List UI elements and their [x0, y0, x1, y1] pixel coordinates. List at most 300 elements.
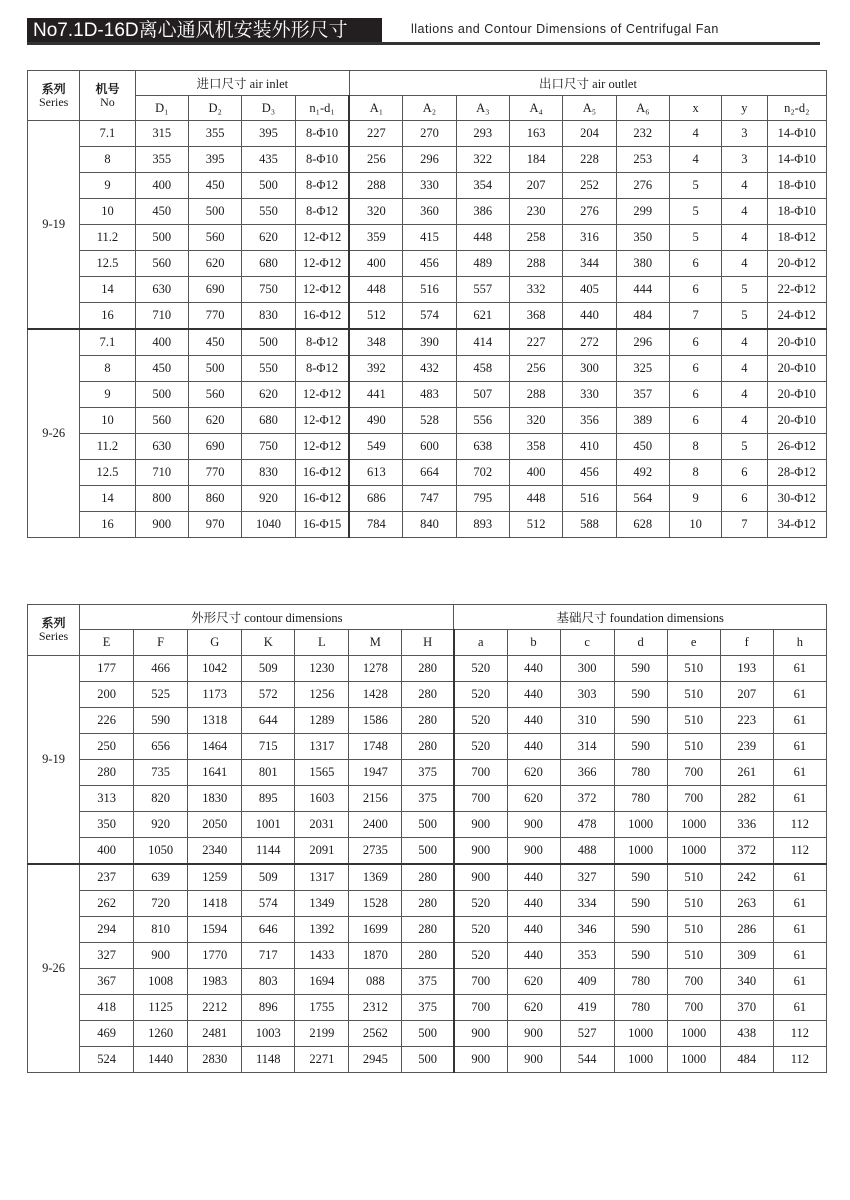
table-cell: 750: [242, 434, 295, 460]
table-cell: 16-Φ12: [295, 460, 349, 486]
table-cell: 520: [454, 734, 507, 760]
column-header: y: [722, 96, 767, 121]
table-cell: 280: [402, 917, 454, 943]
table-cell: 2400: [349, 812, 402, 838]
no-header-cn: 机号: [95, 81, 120, 96]
table-cell: 700: [667, 969, 720, 995]
table-cell: 780: [614, 969, 667, 995]
column-header: F: [134, 630, 188, 656]
table-cell: 1392: [295, 917, 349, 943]
table-cell: 293: [456, 121, 509, 147]
table-cell: 1259: [188, 864, 242, 891]
table-cell: 6: [669, 277, 721, 303]
table-cell: 702: [456, 460, 509, 486]
table-cell: 512: [349, 303, 402, 330]
table-cell: 1433: [295, 943, 349, 969]
fan-number-cell: 7.1: [80, 329, 135, 356]
table-cell: 4: [669, 147, 721, 173]
table-cell: 478: [560, 812, 614, 838]
table-cell: 820: [134, 786, 188, 812]
table-cell: 441: [349, 382, 402, 408]
column-header: A₂: [403, 96, 456, 121]
table-cell: 510: [667, 682, 720, 708]
table-cell: 320: [349, 199, 402, 225]
fan-number-cell: 14: [80, 486, 135, 512]
column-header: h: [773, 630, 826, 656]
table-cell: 1983: [188, 969, 242, 995]
table-row: [28, 121, 827, 147]
table-cell: 780: [614, 760, 667, 786]
table-cell: 510: [667, 708, 720, 734]
table-cell: 1144: [242, 838, 295, 865]
table-cell: 1870: [349, 943, 402, 969]
column-header: L: [295, 630, 349, 656]
table-cell: 353: [560, 943, 614, 969]
table-cell: 1278: [349, 656, 402, 682]
table-cell: 359: [349, 225, 402, 251]
table-cell: 358: [509, 434, 562, 460]
table-cell: 336: [720, 812, 773, 838]
table-cell: 409: [560, 969, 614, 995]
table-row: [28, 147, 827, 173]
table-cell: 12-Φ12: [295, 408, 349, 434]
table-cell: 34-Φ12: [767, 512, 826, 538]
table-cell: 1042: [188, 656, 242, 682]
table-cell: 750: [242, 277, 295, 303]
table-cell: 770: [188, 460, 241, 486]
table-cell: 61: [773, 734, 826, 760]
table-cell: 10: [669, 512, 721, 538]
fan-number-cell: 11.2: [80, 225, 135, 251]
table-cell: 18-Φ10: [767, 199, 826, 225]
table-cell: 61: [773, 708, 826, 734]
column-header: E: [80, 630, 134, 656]
column-header: A₄: [509, 96, 562, 121]
table-cell: 810: [134, 917, 188, 943]
table-cell: 4: [722, 251, 767, 277]
table-cell: 4: [722, 382, 767, 408]
table-cell: 12-Φ12: [295, 434, 349, 460]
table-cell: 895: [242, 786, 295, 812]
table-cell: 276: [616, 173, 669, 199]
table-cell: 1000: [667, 1047, 720, 1073]
table-cell: 372: [560, 786, 614, 812]
table-cell: 560: [188, 225, 241, 251]
table-cell: 520: [454, 943, 507, 969]
table-cell: 418: [80, 995, 134, 1021]
table-cell: 500: [242, 173, 295, 199]
table-cell: 500: [242, 329, 295, 356]
table-cell: 405: [563, 277, 616, 303]
table-cell: 207: [509, 173, 562, 199]
table-cell: 620: [188, 251, 241, 277]
table-cell: 9: [669, 486, 721, 512]
table-cell: 435: [242, 147, 295, 173]
table-row: [28, 356, 827, 382]
table-cell: 354: [456, 173, 509, 199]
table-cell: 232: [616, 121, 669, 147]
table-cell: 2212: [188, 995, 242, 1021]
table-cell: 500: [402, 838, 454, 865]
table-cell: 8-Φ10: [295, 147, 349, 173]
page-title: No7.1D-16D离心通风机安装外形尺寸: [27, 18, 382, 44]
series-header-cn: 系列: [41, 616, 66, 630]
table-cell: 22-Φ12: [767, 277, 826, 303]
table-cell: 6: [722, 460, 767, 486]
table-cell: 390: [403, 329, 456, 356]
table-cell: 600: [403, 434, 456, 460]
table-cell: 20-Φ10: [767, 356, 826, 382]
table-cell: 830: [242, 303, 295, 330]
table-cell: 380: [616, 251, 669, 277]
table-cell: 280: [402, 656, 454, 682]
table-cell: 638: [456, 434, 509, 460]
table-cell: 1528: [349, 891, 402, 917]
table-cell: 525: [134, 682, 188, 708]
table-cell: 1000: [614, 1021, 667, 1047]
table-cell: 12-Φ12: [295, 251, 349, 277]
table-cell: 1289: [295, 708, 349, 734]
table-cell: 61: [773, 682, 826, 708]
table-cell: 350: [616, 225, 669, 251]
table-cell: 253: [616, 147, 669, 173]
table-cell: 2735: [349, 838, 402, 865]
table-cell: 258: [509, 225, 562, 251]
table-cell: 30-Φ12: [767, 486, 826, 512]
table-cell: 8: [669, 460, 721, 486]
table-cell: 263: [720, 891, 773, 917]
table-cell: 375: [402, 995, 454, 1021]
inlet-group-header: 进口尺寸 air inlet: [135, 71, 349, 96]
table-cell: 8-Φ12: [295, 199, 349, 225]
table-cell: 1317: [295, 734, 349, 760]
table-cell: 20-Φ10: [767, 408, 826, 434]
inlet-outlet-table: [27, 70, 827, 538]
table-cell: 316: [563, 225, 616, 251]
table-cell: 800: [135, 486, 188, 512]
table-cell: 256: [349, 147, 402, 173]
table-cell: 590: [614, 943, 667, 969]
table-cell: 440: [507, 891, 560, 917]
table-cell: 500: [402, 1047, 454, 1073]
table-row: [28, 225, 827, 251]
table-cell: 574: [242, 891, 295, 917]
table-cell: 366: [560, 760, 614, 786]
table-cell: 288: [509, 251, 562, 277]
table-cell: 1428: [349, 682, 402, 708]
table-cell: 520: [454, 708, 507, 734]
table-cell: 395: [242, 121, 295, 147]
table-cell: 900: [454, 1047, 507, 1073]
table-cell: 747: [403, 486, 456, 512]
table-cell: 590: [614, 734, 667, 760]
table-cell: 717: [242, 943, 295, 969]
table-cell: 1173: [188, 682, 242, 708]
table-cell: 432: [403, 356, 456, 382]
table-cell: 207: [720, 682, 773, 708]
column-header: n₁-d₁: [295, 96, 349, 121]
table-cell: 261: [720, 760, 773, 786]
table-cell: 389: [616, 408, 669, 434]
table-cell: 440: [507, 943, 560, 969]
contour-group-header: 外形尺寸 contour dimensions: [80, 605, 454, 630]
table-cell: 272: [563, 329, 616, 356]
column-header: f: [720, 630, 773, 656]
table-cell: 630: [135, 434, 188, 460]
table-cell: 1001: [242, 812, 295, 838]
fan-number-cell: 10: [80, 408, 135, 434]
table-cell: 560: [135, 251, 188, 277]
table-cell: 282: [720, 786, 773, 812]
table-cell: 896: [242, 995, 295, 1021]
table-cell: 392: [349, 356, 402, 382]
table-cell: 456: [563, 460, 616, 486]
table-cell: 450: [135, 199, 188, 225]
table-cell: 484: [720, 1047, 773, 1073]
table-cell: 334: [560, 891, 614, 917]
fan-number-cell: 16: [80, 303, 135, 330]
table-cell: 646: [242, 917, 295, 943]
table-cell: 620: [188, 408, 241, 434]
table-cell: 560: [135, 408, 188, 434]
column-header: A₆: [616, 96, 669, 121]
table-row: [28, 917, 827, 943]
table-cell: 3: [722, 121, 767, 147]
column-header: G: [188, 630, 242, 656]
column-header: D₃: [242, 96, 295, 121]
table-cell: 590: [614, 891, 667, 917]
fan-number-cell: 16: [80, 512, 135, 538]
table-cell: 2945: [349, 1047, 402, 1073]
table-cell: 2481: [188, 1021, 242, 1047]
table-row: [28, 277, 827, 303]
table-cell: 163: [509, 121, 562, 147]
column-header: D₁: [135, 96, 188, 121]
table-cell: 61: [773, 969, 826, 995]
table-cell: 920: [242, 486, 295, 512]
table-cell: 516: [563, 486, 616, 512]
table-cell: 1748: [349, 734, 402, 760]
table-cell: 8: [669, 434, 721, 460]
table-cell: 2271: [295, 1047, 349, 1073]
table-cell: 1260: [134, 1021, 188, 1047]
table-cell: 414: [456, 329, 509, 356]
table-cell: 700: [454, 786, 507, 812]
table-cell: 900: [454, 812, 507, 838]
table-cell: 613: [349, 460, 402, 486]
table-cell: 112: [773, 812, 826, 838]
table-cell: 639: [134, 864, 188, 891]
table-cell: 510: [667, 734, 720, 760]
table-cell: 440: [507, 864, 560, 891]
column-header: x: [669, 96, 721, 121]
table-cell: 4: [722, 199, 767, 225]
fan-number-cell: 14: [80, 277, 135, 303]
table-cell: 1000: [614, 838, 667, 865]
table-cell: 375: [402, 969, 454, 995]
table-cell: 590: [614, 708, 667, 734]
table-cell: 320: [509, 408, 562, 434]
table-cell: 830: [242, 460, 295, 486]
table-cell: 700: [667, 786, 720, 812]
table-row: [28, 682, 827, 708]
table-cell: 527: [560, 1021, 614, 1047]
table-cell: 590: [614, 864, 667, 891]
fan-number-cell: 8: [80, 147, 135, 173]
series-header-en: Series: [38, 629, 69, 643]
table-row: [28, 1047, 827, 1073]
table-cell: 410: [563, 434, 616, 460]
table-cell: 18-Φ12: [767, 225, 826, 251]
table-cell: 784: [349, 512, 402, 538]
table-cell: 1125: [134, 995, 188, 1021]
table-cell: 5: [722, 277, 767, 303]
table-cell: 112: [773, 838, 826, 865]
table-row: [28, 382, 827, 408]
column-header: c: [560, 630, 614, 656]
outlet-group-header: 出口尺寸 air outlet: [349, 71, 826, 96]
table-cell: 492: [616, 460, 669, 486]
series-header-en: Series: [38, 94, 69, 109]
table-cell: 276: [563, 199, 616, 225]
column-header: A₅: [563, 96, 616, 121]
table-cell: 735: [134, 760, 188, 786]
table-cell: 664: [403, 460, 456, 486]
series-cell: 9-26: [28, 329, 80, 538]
table-cell: 507: [456, 382, 509, 408]
table-cell: 367: [80, 969, 134, 995]
table-cell: 590: [614, 917, 667, 943]
table-row: [28, 891, 827, 917]
table-cell: 400: [135, 329, 188, 356]
table-cell: 5: [669, 225, 721, 251]
fan-number-cell: 9: [80, 173, 135, 199]
table-cell: 16-Φ12: [295, 303, 349, 330]
table-cell: 16-Φ15: [295, 512, 349, 538]
table-cell: 560: [188, 382, 241, 408]
table-cell: 1755: [295, 995, 349, 1021]
table-cell: 1050: [134, 838, 188, 865]
page-subtitle: llations and Contour Dimensions of Centrifugal Fan: [411, 22, 719, 36]
table-cell: 500: [402, 1021, 454, 1047]
table-cell: 621: [456, 303, 509, 330]
fan-number-cell: 12.5: [80, 251, 135, 277]
table-cell: 230: [509, 199, 562, 225]
table-cell: 400: [349, 251, 402, 277]
table-cell: 356: [563, 408, 616, 434]
table-cell: 350: [80, 812, 134, 838]
table-cell: 900: [135, 512, 188, 538]
table-cell: 450: [135, 356, 188, 382]
table-cell: 1000: [667, 1021, 720, 1047]
table-cell: 510: [667, 917, 720, 943]
table-cell: 12-Φ12: [295, 225, 349, 251]
table-row: [28, 786, 827, 812]
table-cell: 26-Φ12: [767, 434, 826, 460]
table-cell: 620: [242, 382, 295, 408]
table-row: [28, 1021, 827, 1047]
table-cell: 280: [402, 864, 454, 891]
table-cell: 400: [80, 838, 134, 865]
table-cell: 1694: [295, 969, 349, 995]
table-cell: 1641: [188, 760, 242, 786]
table-cell: 512: [509, 512, 562, 538]
table-cell: 780: [614, 995, 667, 1021]
table-cell: 6: [669, 382, 721, 408]
table-cell: 900: [454, 864, 507, 891]
column-header: K: [242, 630, 295, 656]
table-cell: 2830: [188, 1047, 242, 1073]
table-cell: 5: [722, 434, 767, 460]
table-cell: 860: [188, 486, 241, 512]
table-row: [28, 173, 827, 199]
table-cell: 355: [188, 121, 241, 147]
table-cell: 28-Φ12: [767, 460, 826, 486]
table-cell: 8-Φ10: [295, 121, 349, 147]
table-cell: 440: [507, 708, 560, 734]
table-cell: 510: [667, 656, 720, 682]
table-cell: 628: [616, 512, 669, 538]
table-cell: 18-Φ10: [767, 173, 826, 199]
table-cell: 2156: [349, 786, 402, 812]
table-cell: 4: [722, 356, 767, 382]
table-row: [28, 512, 827, 538]
table-cell: 440: [507, 734, 560, 760]
table-cell: 386: [456, 199, 509, 225]
table-cell: 20-Φ12: [767, 251, 826, 277]
table-cell: 375: [402, 760, 454, 786]
table-cell: 2562: [349, 1021, 402, 1047]
series-header: [28, 71, 80, 121]
table-cell: 1256: [295, 682, 349, 708]
table-row: [28, 708, 827, 734]
table-cell: 256: [509, 356, 562, 382]
table-cell: 1003: [242, 1021, 295, 1047]
table-cell: 5: [669, 173, 721, 199]
header-rule: [27, 42, 820, 45]
no-header: [80, 71, 135, 121]
table-cell: 315: [135, 121, 188, 147]
table-cell: 620: [242, 225, 295, 251]
table-cell: 510: [667, 943, 720, 969]
table-cell: 204: [563, 121, 616, 147]
table-cell: 400: [509, 460, 562, 486]
table-cell: 440: [563, 303, 616, 330]
table-cell: 1464: [188, 734, 242, 760]
table-cell: 6: [669, 329, 721, 356]
table-cell: 4: [722, 408, 767, 434]
table-cell: 193: [720, 656, 773, 682]
table-cell: 395: [188, 147, 241, 173]
fan-number-cell: 10: [80, 199, 135, 225]
table-cell: 348: [349, 329, 402, 356]
series-cell: 9-19: [28, 656, 80, 865]
table-cell: 242: [720, 864, 773, 891]
table-cell: 7: [722, 512, 767, 538]
table-row: [28, 486, 827, 512]
table-cell: 327: [80, 943, 134, 969]
column-header: d: [614, 630, 667, 656]
table-cell: 250: [80, 734, 134, 760]
table-row: [28, 995, 827, 1021]
table-cell: 450: [616, 434, 669, 460]
table-cell: 448: [349, 277, 402, 303]
table-cell: 1830: [188, 786, 242, 812]
table-cell: 700: [667, 995, 720, 1021]
column-header: n₂-d₂: [767, 96, 826, 121]
table-cell: 484: [616, 303, 669, 330]
table-cell: 270: [403, 121, 456, 147]
